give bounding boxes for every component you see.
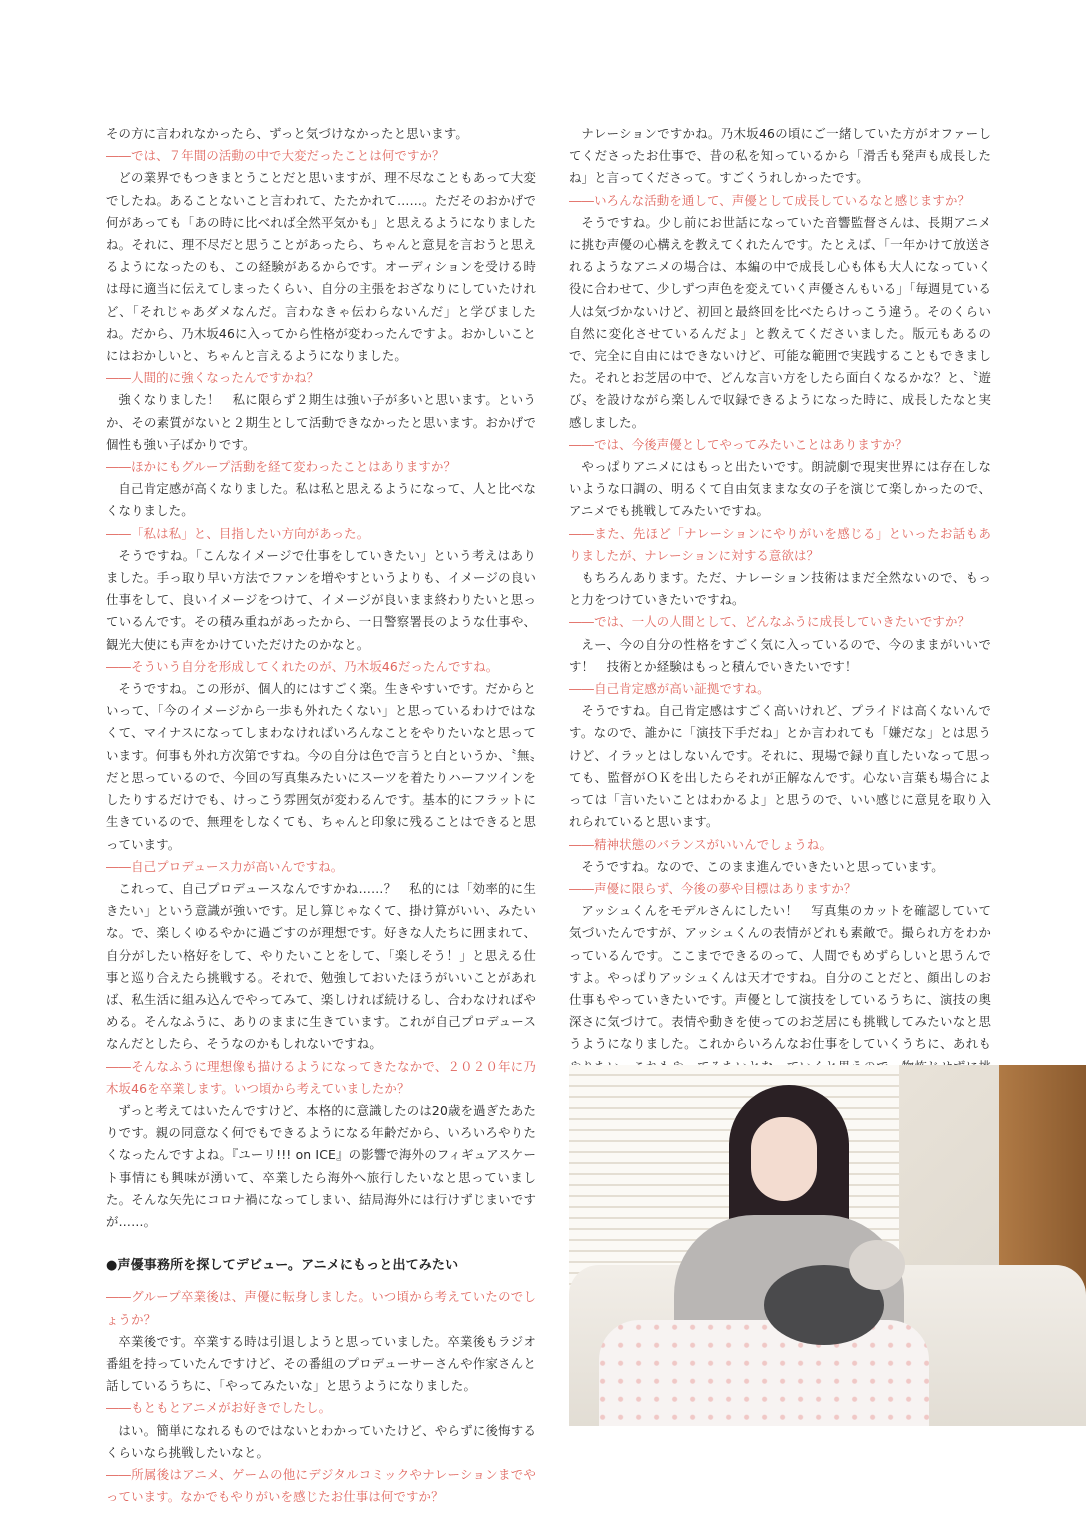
- answer-paragraph: えー、今の自分の性格をすごく気に入っているので、今のままがいいです！ 技術とか経験はもっと積んでいきたいです！: [569, 636, 991, 674]
- right-column: [569, 123, 991, 1100]
- interview-question: ――いろんな活動を通して、声優として成長しているなと感じますか？: [569, 192, 971, 208]
- answer-paragraph: そうですね。なので、このまま進んでいきたいと思っています。: [581, 858, 944, 874]
- interview-question: ――「私は私」と、目指したい方向があった。: [106, 525, 370, 541]
- interview-question: ――声優に限らず、今後の夢や目標はありますか？: [569, 880, 857, 896]
- interview-question: ――また、先ほど「ナレーションにやりがいを感じる」といったお話もありましたが、ナレーションに対する意欲は？: [569, 525, 991, 563]
- answer-paragraph: ナレーションですかね。乃木坂46の頃にご一緒していた方がオファーしてくださったお仕事で、昔の私を知っているから「滑舌も発声も成長したね」と言ってくださって。すごくうれしかったです。: [569, 126, 991, 186]
- answer-paragraph: アッシュくんをモデルさんにしたい！ 写真集のカットを確認していて気づいたんですが、アッシュくんの表情がどれも素敵で。撮られ方をわかっているんです。ここまでできるのって、人間でもめずらしいと思うんですよ。やっぱりアッシュくんは天才ですね。自分のことだと、顔出しのお仕事もやっていきたいです。声優として演技をしているうちに、演技の奥深さに気づけて。表情や動きを使ってのお芝居にも挑戦してみたいなと思うようになりました。これからいろんなお仕事をしていくうちに、あれも: [569, 903, 991, 1052]
- interview-question: ――では、今後声優としてやってみたいことはありますか？: [569, 436, 908, 452]
- answer-paragraph: どの業界でもつきまとうことだと思いますが、理不尽なこともあって大変でしたね。あることないこと言われて、たたかれて……。ただそのおかげで何があっても「あの時に比べれば全然平気かも」と思えるようになりましたね。それに、理不尽だと思うことがあったら、ちゃんと意見を言おうと思えるようになったのも、この経験があるからです。オーディションを受ける時は母に適当に伝えてしまったくらい、自分の主張をおざなりにしていたけれど、「それじゃあダメなんだ。言わなきゃ伝わらないんだ」と学びましたね。だから、乃木坂46に入ってから性格が変わったんですよ。おかしいことにはおかしいと、ちゃんと言えるようになりました。: [106, 170, 536, 364]
- interview-question: ――では、７年間の活動の中で大変だったことは何ですか？: [106, 148, 445, 164]
- interview-question: ――所属後はアニメ、ゲームの他にデジタルコミックやナレーションまでやっています。なかでもやりがいを感じたお仕事は何ですか？: [106, 1466, 536, 1505]
- answer-paragraph: 自己肯定感が高くなりました。私は私と思えるようになって、人と比べなくなりました。: [106, 481, 536, 519]
- interview-question: ――精神状態のバランスがいいんでしょうね。: [569, 836, 832, 852]
- answer-paragraph: 卒業後です。卒業する時は引退しようと思っていました。卒業後もラジオ番組を持っていたんですけど、その番組のプロデューサーさんや作家さんと話しているうちに、「やってみたいな」と思うようになりました。: [106, 1333, 536, 1394]
- interview-question: ――自己肯定感が高い証拠ですね。: [569, 681, 770, 697]
- answer-paragraph: そうですね。この形が、個人的にはすごく楽。生きやすいです。だからといって、「今のイメージから一歩も外れたくない」と思っているわけではなくて、マイナスになってしまわなければいろんなことをやりたいなと思っています。何事も外れ方次第ですね。今の自分は色で言うと白というか、〝無〟だと思っているので、今回の写真集みたいにスーツを着たりハーフツインをしたりするだけでも、けっこう雰囲気が変わるんです。基本的にフラットに生きているので、無理をしなくても、ちゃんと印象に残ることはできると思っています。: [106, 681, 536, 852]
- answer-paragraph: その方に言われなかったら、ずっと気づけなかったと思います。: [106, 126, 468, 141]
- answer-paragraph: やっぱりアニメにはもっと出たいです。朗読劇で現実世界には存在しないような口調の、明るくて自由気ままな女の子を演じて楽しかったので、アニメでも挑戦してみたいですね。: [569, 459, 991, 519]
- interview-question: ――そんなふうに理想像も描けるようになってきたなかで、２０２０年に乃木坂46を卒業します。いつ頃から考えていましたか？: [106, 1058, 536, 1096]
- answer-paragraph: はい。簡単になれるものではないとわかっていたけど、やらずに後悔するくらいなら挑戦したいなと。: [106, 1422, 536, 1460]
- answer-paragraph: そうですね。「こんなイメージで仕事をしていきたい」という考えはありました。手っ取り早い方法でファンを増やすというよりも、イメージの良い仕事をして、良いイメージをつけて、イメージが良いまま終わりたいと思っているんです。その積み重ねがあったから、一日警察署長のような仕事や、観光大使にも声をかけていただけたのかなと。: [106, 547, 536, 652]
- cat-head: [849, 1240, 905, 1290]
- answer-paragraph: そうですね。少し前にお世話になっていた音響監督さんは、長期アニメに挑む声優の心構えを教えてくれたんです。たとえば、「一年かけて放送されるようなアニメの場合は、本編の中で成長し心も体も大人になっていく役に合わせて、少しずつ声色を変えていく声優さんもいる」「毎週見ている人は気づかないけど、初回と最終回を比べたらけっこう違う。そのくらい自然に変化させているんだよ」と教えてくださいました。版元もあるので、完全に自由にはできないけど、可能な範囲で実践することもできました。それとお芝居の中で、どんな言い方をしたら面白くなるかな？と、〝遊び〟を設けながら楽しんで収録できるようになった時に、成長したなと実感しました。: [569, 214, 991, 430]
- blanket: [599, 1320, 929, 1426]
- interview-question: ――ほかにもグループ活動を経て変わったことはありますか？: [106, 459, 457, 475]
- answer-paragraph: ずっと考えてはいたんですけど、本格的に意識したのは20歳を過ぎたあたりです。親の同意なく何でもできるようになる年齢だから、いろいろやりたくなったんですよね。『ユーリ!!! on ICE』の影響で海外のフィギュアスケート事情にも興味が湧いて、卒業したら海外へ旅行したいなと思っていました。そんな矢先にコロナ禍になってしまい、結局海外には行けずじまいですが……。: [106, 1102, 536, 1229]
- interview-question: ――グループ卒業後は、声優に転身しました。いつ頃から考えていたのでしょうか？: [106, 1289, 536, 1327]
- answer-paragraph: そうですね。自己肯定感はすごく高いけれど、プライドは高くないんです。なので、誰かに「演技下手だね」とか言われても「嫌だな」とは思うけど、イラッとはしないんです。それに、現場で録り直したいなって思っても、監督がＯＫを出したらそれが正解なんです。心ない言葉も場合によっては「言いたいことはわかるよ」と思うので、いい感じに意見を取り入れられていると思います。: [569, 703, 991, 830]
- person-face: [751, 1117, 817, 1201]
- interview-question: ――自己プロデュース力が高いんですね。: [106, 858, 344, 874]
- answer-paragraph: もちろんあります。ただ、ナレーション技術はまだ全然ないので、もっと力をつけていきたいですね。: [569, 570, 991, 608]
- left-column: [106, 123, 536, 1508]
- answer-paragraph: これって、自己プロデュースなんですかね……？ 私的には「効率的に生きたい」という意識が強いです。足し算じゃなくて、掛け算がいい、みたいな。で、楽しくゆるやかに過ごすのが理想です。好きな人たちに囲まれて、自分がしたい格好をして、やりたいことをして、「楽しそう！」と思える仕事と巡り合えたら挑戦する。それで、勉強しておいたほうがいいことがあれば、私生活に組み込んでやってみて、楽しければ続けるし、合わなければやめる。そんなふうに、ありのままに生きています。これが自己プロデュースなんだとしたら、そうなのかもしれないですね。: [106, 880, 536, 1052]
- interview-question: ――では、一人の人間として、どんなふうに成長していきたいですか？: [569, 614, 971, 630]
- portrait-photo: [569, 1065, 1086, 1426]
- answer-paragraph: 強くなりました！ 私に限らず２期生は強い子が多いと思います。というか、その素質がないと２期生として活動できなかったと思います。おかげで個性も強い子ばかりです。: [106, 392, 536, 452]
- interview-question: ――もともとアニメがお好きでしたし。: [106, 1400, 332, 1416]
- section-heading: ●声優事務所を探してデビュー。アニメにもっと出てみたい: [106, 1258, 459, 1274]
- interview-question: ――そういう自分を形成してくれたのが、乃木坂46だったんですね。: [106, 658, 499, 674]
- interview-question: ――人間的に強くなったんですかね？: [106, 370, 320, 386]
